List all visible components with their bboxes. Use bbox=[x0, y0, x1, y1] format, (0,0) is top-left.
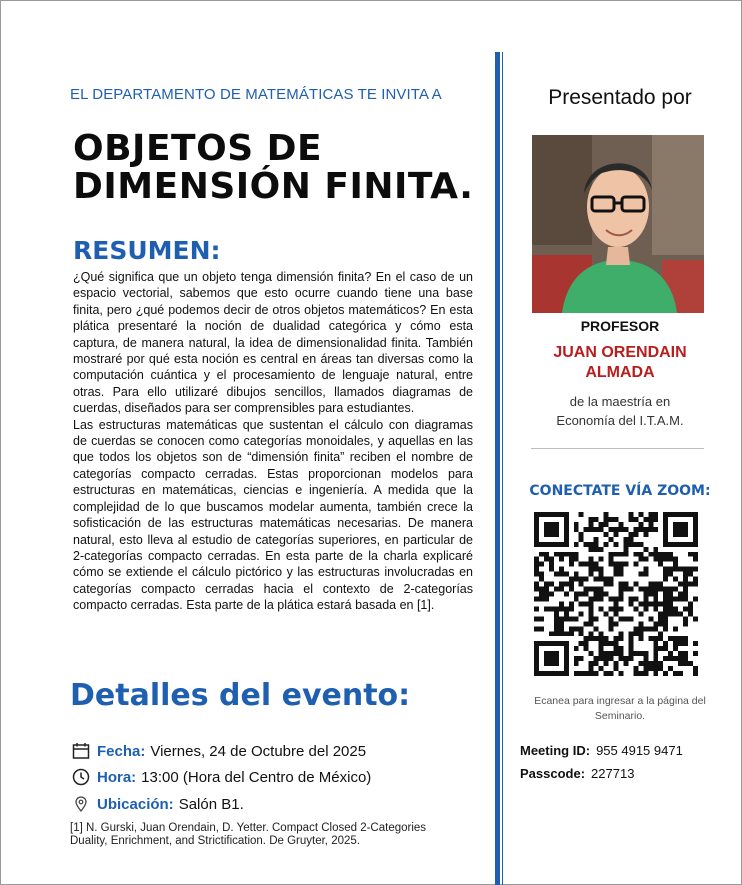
divider-line-thin bbox=[502, 52, 503, 885]
divider-line bbox=[495, 52, 500, 885]
qr-code-icon[interactable] bbox=[534, 512, 698, 676]
resumen-paragraph-2: Las estructuras matemáticas que sustentan el cálculo con diagramas de cuerdas se conocen como categorías monoidales, y aquellas en las que todos los objetos son de “dimensión finita” reciben el nombre de categorías compacto cerradas. Estas proporcionan modelos para estructuras en matemáticas, ciencias e ingeniería. A medida que la complejidad de lo que buscamos modelar aumenta, también crece la sofisticación de las estructuras matemáticas necesarias. De manera natural, esto lleva al estudio de categorías superiores, en particular de 2-categorías compacto cerradas. En esta parte de la charla explicaré cómo se extiende el cálculo pictórico y las estructuras involucradas en categorías compacto cerradas hacia el contexto de 2-categorías compacto cerradas. Esta parte de la plática estará basada en [1]. bbox=[73, 417, 473, 613]
resumen-paragraph-1: ¿Qué significa que un objeto tenga dimensión finita? En el caso de un espacio vectorial, sabemos que esto ocurre cuando tiene una base finita, pero ¿qué podemos decir de otros objetos matemáticos? En esta plática presentaré la noción de dualidad categórica y cómo esta captura, de manera natural, la idea de dimensionalidad finita. También mostraré por qué esta noción es central en áreas tan diversas como la computación cuántica y el procesamiento de lenguaje natural, entre otras. Para ello utilizaré dibujos sencillos, llamados diagramas de cuerdas, diseñados para ser comprensibles para estudiantes. bbox=[73, 270, 473, 416]
passcode bbox=[520, 766, 634, 781]
presented-by: Presentado por bbox=[548, 86, 692, 109]
speaker-name-line-2: ALMADA bbox=[585, 364, 655, 381]
invite-text: EL DEPARTAMENTO DE MATEMÁTICAS TE INVITA A bbox=[70, 86, 442, 103]
speaker-photo bbox=[532, 135, 704, 313]
clock-icon bbox=[72, 768, 90, 786]
detail-ubicacion bbox=[72, 795, 244, 813]
meeting-id-value: 955 4915 9471 bbox=[596, 743, 683, 758]
hora-label: Hora: bbox=[97, 768, 137, 786]
detail-fecha bbox=[72, 742, 366, 760]
meeting-id bbox=[520, 743, 683, 758]
hora-value: 13:00 (Hora del Centro de México) bbox=[141, 768, 372, 786]
speaker-name bbox=[500, 343, 740, 383]
calendar-icon bbox=[72, 742, 90, 760]
zoom-heading: CONECTATE VÍA ZOOM: bbox=[529, 483, 711, 499]
title-line-2: DIMENSIÓN FINITA. bbox=[73, 166, 474, 207]
affiliation-line-1: de la maestría en bbox=[569, 394, 671, 409]
event-title bbox=[73, 130, 473, 206]
passcode-value: 227713 bbox=[591, 766, 635, 781]
resumen-body bbox=[73, 269, 473, 614]
meeting-id-label: Meeting ID: bbox=[520, 743, 591, 758]
affiliation-line-2: Economía del I.T.A.M. bbox=[556, 413, 684, 428]
ubicacion-value: Salón B1. bbox=[178, 795, 244, 813]
fecha-label: Fecha: bbox=[97, 742, 146, 760]
resumen-heading: RESUMEN: bbox=[73, 236, 221, 265]
speaker-affiliation bbox=[500, 392, 740, 430]
reference: [1] N. Gurski, Juan Orendain, D. Yetter. Compact Closed 2-Categories Duality, Enrichment, and Strictification. De Gruyter, 2025. bbox=[70, 822, 427, 847]
ubicacion-label: Ubicación: bbox=[97, 795, 174, 813]
details-heading: Detalles del evento: bbox=[70, 678, 411, 713]
detail-hora bbox=[72, 768, 371, 786]
location-pin-icon bbox=[72, 795, 90, 813]
separator bbox=[531, 448, 704, 449]
scan-instructions: Ecanea para ingresar a la página del Seminario. bbox=[534, 695, 706, 722]
profesor-label: PROFESOR bbox=[580, 318, 660, 334]
speaker-name-line-1: JUAN ORENDAIN bbox=[553, 344, 687, 361]
passcode-label: Passcode: bbox=[520, 766, 586, 781]
fecha-value: Viernes, 24 de Octubre del 2025 bbox=[150, 742, 367, 760]
title-line-1: OBJETOS DE bbox=[73, 128, 323, 169]
